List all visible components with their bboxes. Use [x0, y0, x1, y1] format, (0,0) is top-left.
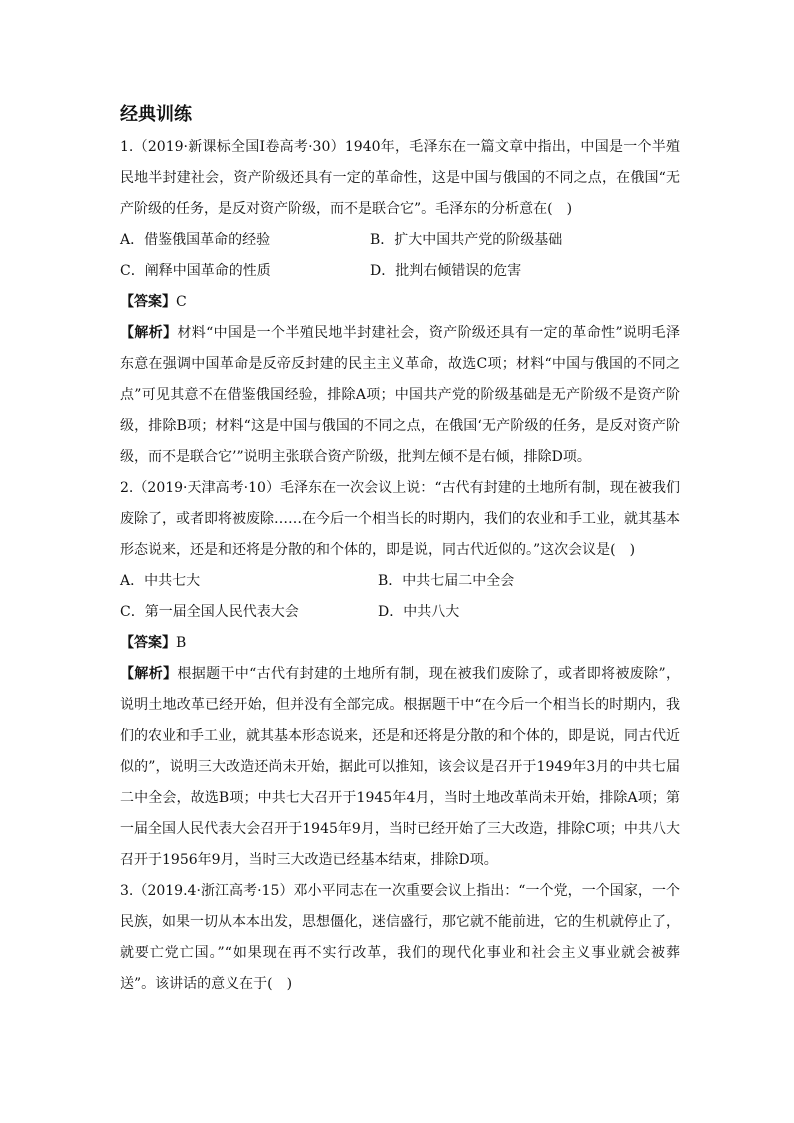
answer-value: B — [176, 635, 187, 651]
question-1-answer — [120, 287, 680, 318]
question-1-options-row-2 — [120, 256, 680, 287]
question-1-option-a: A．借鉴俄国革命的经验 — [120, 232, 271, 248]
question-2-analysis — [120, 659, 680, 876]
question-2-answer — [120, 628, 680, 659]
analysis-label: 【解析】 — [120, 325, 178, 341]
question-2-options-row-1 — [120, 566, 680, 597]
question-2-option-d: D．中共八大 — [378, 604, 460, 620]
answer-label: 【答案】 — [120, 635, 176, 651]
document-content — [120, 100, 680, 1000]
answer-value: C — [176, 294, 187, 310]
analysis-label: 【解析】 — [120, 666, 178, 682]
question-1-analysis — [120, 318, 680, 473]
question-1-stem: 1.（2019·新课标全国Ⅰ卷高考·30）1940年，毛泽东在一篇文章中指出，中国是一个半殖民地半封建社会，资产阶级还具有一定的革命性，这是中国与俄国的不同之点，在俄国“无产阶级的任务，是反对资产阶级，而不是联合它”。毛泽东的分析意在( ) — [120, 139, 680, 217]
question-2-option-a: A．中共七大 — [120, 573, 201, 589]
section-title: 经典训练 — [120, 104, 192, 125]
question-1-option-c: C．阐释中国革命的性质 — [120, 263, 271, 279]
question-2-option-b: B．中共七届二中全会 — [378, 573, 515, 589]
answer-label: 【答案】 — [120, 294, 176, 310]
question-3-stem: 3.（2019.4·浙江高考·15）邓小平同志在一次重要会议上指出：“一个党，一个国家，一个民族，如果一切从本本出发，思想僵化，迷信盛行，那它就不能前进，它的生机就停止了，就要亡党亡国。”“如果现在再不实行改革，我们的现代化事业和社会主义事业就会被葬送”。该讲话的意义在于( ) — [120, 883, 680, 992]
question-2-option-c: C．第一届全国人民代表大会 — [120, 604, 299, 620]
question-2-options-row-2 — [120, 597, 680, 628]
question-1-option-d: D．批判右倾错误的危害 — [370, 263, 522, 279]
question-1-option-b: B．扩大中国共产党的阶级基础 — [370, 232, 563, 248]
analysis-text: 材料“中国是一个半殖民地半封建社会，资产阶级还具有一定的革命性”说明毛泽东意在强调中国革命是反帝反封建的民主主义革命，故选C项；材料“中国与俄国的不同之点”可见其意不在借鉴俄国经验，排除A项；中国共产党的阶级基础是无产阶级不是资产阶级，排除B项；材料“这是中国与俄国的不同之点，在俄国‘无产阶级的任务，是反对资产阶级，而不是联合它’”说明主张联合资产阶级，批判左倾不是右倾，排除D项。 — [120, 325, 681, 465]
question-1-options-row-1 — [120, 225, 680, 256]
analysis-text: 根据题干中“古代有封建的土地所有制，现在被我们废除了，或者即将被废除”，说明土地改革已经开始，但并没有全部完成。根据题干中“在今后一个相当长的时期内，我们的农业和手工业，就其基本形态说来，还是和还将是分散的和个体的，即是说，同古代近似的”，说明三大改造还尚未开始，据此可以推知，该会议是召开于1949年3月的中共七届二中全会，故选B项；中共七大召开于1945年4月，当时土地改革尚未开始，排除A项；第一届全国人民代表大会召开于1945年9月，当时已经开始了三大改造，排除C项；中共八大召开于1956年9月，当时三大改造已经基本结束，排除D项。 — [120, 666, 681, 868]
question-2-stem: 2.（2019·天津高考·10）毛泽东在一次会议上说：“古代有封建的土地所有制，现在被我们废除了，或者即将被废除……在今后一个相当长的时期内，我们的农业和手工业，就其基本形态说来，还是和还将是分散的和个体的，即是说，同古代近似的。”这次会议是( ) — [120, 480, 680, 558]
